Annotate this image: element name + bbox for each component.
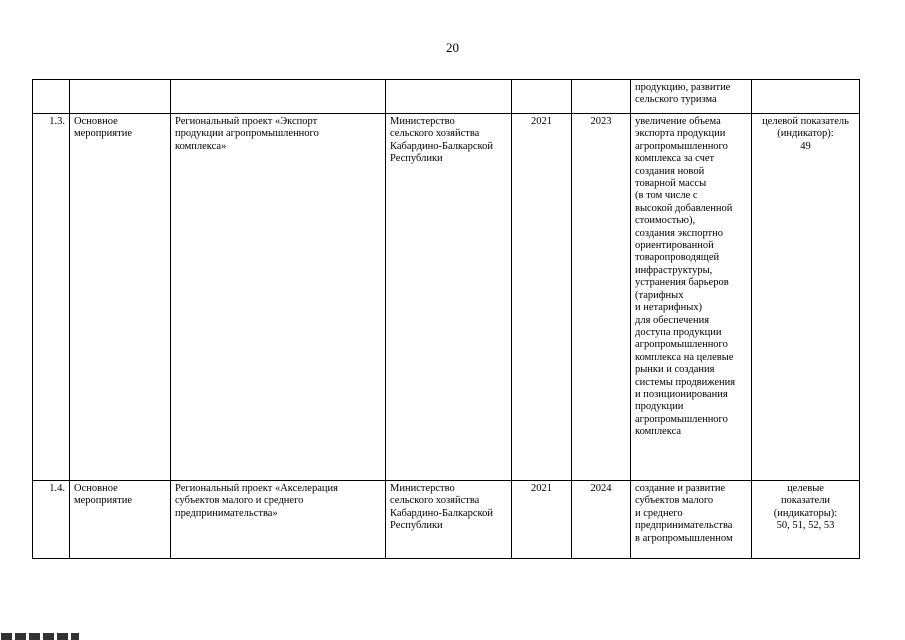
expected-result: продукцию, развитие сельского туризма [631,80,752,114]
expected-result: увеличение объема экспорта продукции агропромышленного комплекса за счет создания новой товарной массы (в том числе с высокой добавленной стоимостью), создания экспортно ориентированной товаропроводящей инфраструктуры, устранения барьеров (тарифных и нетарифных) для обеспечения доступа продукции агропромышленного комплекса на целевые рынки и создания системы продвижения и позиционирования продукции агропромышленного комплекса [631,114,752,481]
end-year [572,80,631,114]
activity-name: Региональный проект «Экспорт продукции агропромышленного комплекса» [171,114,386,481]
activity-type: Основное мероприятие [70,481,171,559]
target-indicator: целевой показатель (индикатор): 49 [752,114,860,481]
row-number [33,80,70,114]
end-year: 2023 [572,114,631,481]
target-indicator [752,80,860,114]
start-year: 2021 [512,114,572,481]
table-row-1-3 [33,114,860,481]
program-activities-table [32,79,860,559]
executor: Министерство сельского хозяйства Кабардино-Балкарской Республики [386,481,512,559]
target-indicator: целевые показатели (индикаторы): 50, 51, 52, 53 [752,481,860,559]
activity-name: Региональный проект «Акселерация субъектов малого и среднего предпринимательства» [171,481,386,559]
scan-footer-marks [0,633,120,640]
executor [386,80,512,114]
executor: Министерство сельского хозяйства Кабардино-Балкарской Республики [386,114,512,481]
page-number: 20 [446,40,459,55]
activity-name [171,80,386,114]
row-number: 1.4. [33,481,70,559]
start-year [512,80,572,114]
activity-type [70,80,171,114]
start-year: 2021 [512,481,572,559]
end-year: 2024 [572,481,631,559]
activity-type: Основное мероприятие [70,114,171,481]
row-number: 1.3. [33,114,70,481]
table-row-1-4 [33,481,860,559]
expected-result: создание и развитие субъектов малого и среднего предпринимательства в агропромышленном [631,481,752,559]
table-row-continuation [33,80,860,114]
